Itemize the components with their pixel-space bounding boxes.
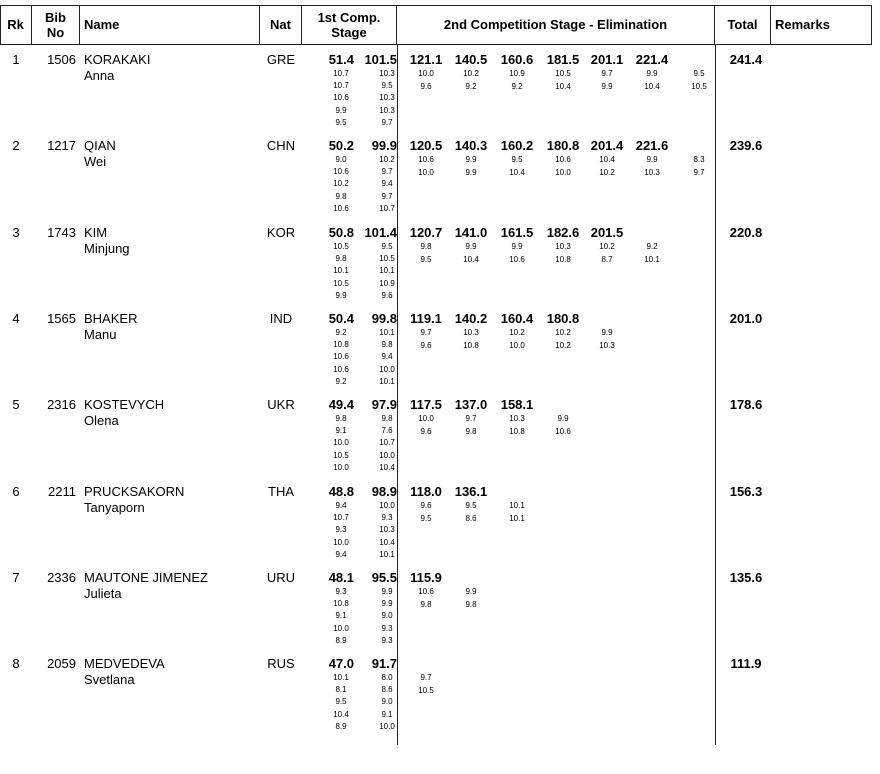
- elimination-cumulative-score: 181.5: [546, 52, 580, 67]
- rank-cell: 7: [12, 570, 20, 585]
- elimination-shot: 10.6: [555, 426, 571, 436]
- elimination-shot: 10.6: [509, 254, 525, 264]
- elimination-cumulative-score: 115.9: [410, 570, 442, 585]
- elimination-shot: 10.2: [463, 69, 479, 78]
- elimination-cumulative-score: 160.4: [500, 311, 534, 326]
- first-stage-shot: 10.7: [333, 513, 349, 523]
- elimination-cumulative-score: 201.4: [590, 138, 624, 153]
- first-stage-shot: 8.9: [335, 635, 347, 645]
- elimination-shot: 9.9: [465, 167, 477, 177]
- first-stage-shot: 9.6: [381, 290, 393, 300]
- elimination-cumulative-score: 141.0: [454, 225, 488, 240]
- first-stage-shot: 10.2: [333, 179, 349, 189]
- nation-cell: THA: [268, 484, 294, 499]
- first-stage-shot: 9.9: [335, 290, 347, 300]
- header-rank-label: Rk: [7, 17, 24, 32]
- first-stage-shot: 9.2: [335, 328, 347, 337]
- first-stage-score: 101.5: [364, 52, 397, 67]
- first-stage-shot: 10.1: [379, 376, 395, 386]
- surname-cell: KORAKAKI: [84, 52, 151, 67]
- bib-cell: 1217: [47, 138, 76, 153]
- elimination-shot: 9.5: [420, 254, 432, 264]
- elimination-shot: 10.4: [509, 167, 525, 177]
- header-first-stage-label: 1st Comp. Stage: [317, 9, 381, 40]
- first-stage-score: 48.1: [328, 570, 354, 585]
- elimination-shot: 9.9: [511, 242, 523, 251]
- nation-cell: CHN: [266, 138, 296, 153]
- elimination-shot: 8.3: [693, 155, 705, 164]
- elimination-shot: 9.5: [693, 69, 705, 78]
- elimination-cumulative-score: 117.5: [410, 397, 442, 412]
- bib-cell: 1565: [47, 311, 76, 326]
- elimination-shot: 10.2: [555, 340, 571, 350]
- nation-cell: IND: [269, 311, 293, 326]
- elimination-shot: 10.8: [509, 426, 525, 436]
- first-stage-score: 50.8: [328, 225, 354, 240]
- rank-cell: 4: [12, 311, 20, 326]
- first-stage-shot: 10.0: [379, 721, 395, 731]
- header-name-label: Name: [84, 17, 120, 32]
- nation-cell: UKR: [267, 397, 295, 412]
- first-stage-score: 99.9: [371, 138, 397, 153]
- bib-cell: 2211: [48, 484, 76, 499]
- elimination-shot: 10.5: [691, 81, 707, 91]
- first-stage-score: 99.8: [371, 311, 397, 326]
- elimination-shot: 9.9: [646, 69, 658, 78]
- elimination-cumulative-score: 160.2: [500, 138, 534, 153]
- surname-cell: QIAN: [84, 138, 116, 153]
- elimination-shot: 10.4: [463, 254, 479, 264]
- first-stage-shot: 10.9: [379, 278, 395, 288]
- elimination-cumulative-score: 201.1: [590, 52, 624, 67]
- elimination-shot: 10.2: [555, 328, 571, 337]
- elimination-shot: 10.2: [509, 328, 525, 337]
- elimination-shot: 10.3: [644, 167, 660, 177]
- elimination-shot: 10.3: [463, 328, 479, 337]
- elimination-shot: 10.2: [599, 167, 615, 177]
- elimination-shot: 9.9: [465, 587, 477, 596]
- first-stage-shot: 9.0: [335, 155, 347, 164]
- given-name-cell: Anna: [84, 68, 115, 83]
- first-stage-score: 98.9: [371, 484, 397, 499]
- elimination-shot: 10.3: [599, 340, 615, 350]
- elimination-shot: 9.7: [420, 328, 432, 337]
- elimination-shot: 9.7: [693, 167, 705, 177]
- elimination-shot: 10.5: [418, 685, 434, 695]
- first-stage-shot: 9.8: [335, 414, 347, 423]
- first-stage-shot: 9.3: [381, 513, 393, 523]
- elimination-shot: 10.1: [644, 254, 660, 264]
- first-stage-shot: 9.3: [381, 635, 393, 645]
- elimination-shot: 10.6: [555, 155, 571, 164]
- elimination-shot: 9.9: [646, 155, 658, 164]
- header-bib-label: Bib No: [45, 9, 66, 40]
- rank-cell: 6: [12, 484, 20, 499]
- first-stage-shot: 10.6: [333, 364, 349, 374]
- header-name: [80, 5, 260, 45]
- bib-cell: 2336: [47, 570, 76, 585]
- elimination-shot: 9.5: [420, 513, 432, 523]
- first-stage-shot: 10.3: [379, 105, 395, 115]
- first-stage-shot: 10.0: [333, 462, 349, 472]
- elimination-shot: 9.6: [420, 501, 432, 510]
- first-stage-shot: 10.3: [379, 69, 395, 78]
- first-stage-shot: 9.3: [335, 587, 347, 596]
- elimination-shot: 10.3: [555, 242, 571, 251]
- elimination-shot: 10.8: [555, 254, 571, 264]
- elimination-shot: 10.6: [418, 155, 434, 164]
- nation-cell: URU: [266, 570, 296, 585]
- elimination-shot: 9.2: [511, 81, 523, 91]
- total-score: 239.6: [729, 138, 763, 153]
- rank-cell: 1: [12, 52, 20, 67]
- elimination-cumulative-score: 137.0: [454, 397, 488, 412]
- header-second-stage-label: 2nd Competition Stage - Elimination: [443, 17, 668, 32]
- bib-cell: 2059: [47, 656, 76, 671]
- elimination-cumulative-score: 120.5: [409, 138, 443, 153]
- elimination-shot: 9.7: [420, 673, 432, 682]
- header-bib: [32, 5, 80, 45]
- first-stage-shot: 9.4: [381, 179, 393, 189]
- first-stage-shot: 10.0: [379, 364, 395, 374]
- elimination-shot: 9.8: [465, 426, 477, 436]
- elimination-cumulative-score: 221.4: [635, 52, 669, 67]
- rank-cell: 2: [12, 138, 20, 153]
- elimination-shot: 10.0: [418, 167, 434, 177]
- first-stage-shot: 10.2: [379, 155, 395, 164]
- surname-cell: PRUCKSAKORN: [84, 484, 185, 499]
- elimination-shot: 10.3: [509, 414, 525, 423]
- elimination-cumulative-score: 201.5: [590, 225, 624, 240]
- surname-cell: MEDVEDEVA: [84, 656, 165, 671]
- first-stage-score: 51.4: [328, 52, 354, 67]
- surname-cell: MAUTONE JIMENEZ: [84, 570, 208, 585]
- total-score: 111.9: [730, 656, 762, 671]
- first-stage-shot: 9.2: [335, 376, 347, 386]
- first-stage-shot: 10.5: [379, 254, 395, 264]
- first-stage-shot: 9.4: [335, 549, 347, 559]
- elimination-cumulative-score: 120.7: [409, 225, 443, 240]
- first-stage-shot: 9.8: [381, 340, 393, 350]
- first-stage-shot: 10.6: [333, 93, 349, 103]
- first-stage-shot: 10.0: [333, 537, 349, 547]
- first-stage-shot: 9.7: [381, 117, 393, 127]
- elimination-shot: 10.0: [418, 69, 434, 78]
- header-second-stage: [397, 5, 715, 45]
- first-stage-shot: 9.1: [335, 611, 347, 621]
- first-stage-shot: 10.5: [333, 242, 349, 251]
- elimination-shot: 9.2: [465, 81, 477, 91]
- first-stage-shot: 9.8: [335, 191, 347, 201]
- first-stage-shot: 10.0: [379, 450, 395, 460]
- given-name-cell: Svetlana: [84, 672, 135, 687]
- elimination-cumulative-score: 160.6: [500, 52, 534, 67]
- bib-cell: 1506: [47, 52, 76, 67]
- elimination-shot: 9.9: [601, 328, 613, 337]
- first-stage-shot: 10.7: [333, 81, 349, 91]
- first-stage-shot: 9.3: [381, 623, 393, 633]
- elimination-shot: 8.6: [465, 513, 477, 523]
- given-name-cell: Tanyaporn: [84, 500, 145, 515]
- first-stage-shot: 9.5: [381, 242, 393, 251]
- given-name-cell: Minjung: [84, 241, 130, 256]
- elimination-shot: 9.9: [465, 242, 477, 251]
- first-stage-shot: 9.8: [381, 414, 393, 423]
- elimination-shot: 9.5: [465, 501, 477, 510]
- first-stage-shot: 8.1: [335, 685, 347, 695]
- elimination-cumulative-score: 158.1: [500, 397, 534, 412]
- elimination-shot: 9.5: [511, 155, 523, 164]
- first-stage-score: 50.4: [328, 311, 354, 326]
- header-remarks: [771, 5, 872, 45]
- elimination-shot: 8.7: [601, 254, 613, 264]
- elimination-shot: 10.1: [509, 513, 525, 523]
- first-stage-shot: 10.1: [333, 673, 349, 682]
- surname-cell: KOSTEVYCH: [84, 397, 165, 412]
- first-stage-shot: 10.7: [379, 438, 395, 448]
- elimination-cumulative-score: 180.8: [546, 311, 580, 326]
- first-stage-score: 47.0: [328, 656, 354, 671]
- first-stage-shot: 8.0: [381, 673, 393, 682]
- elimination-shot: 9.2: [646, 242, 658, 251]
- header-total-label: Total: [727, 17, 758, 32]
- elimination-shot: 10.4: [644, 81, 660, 91]
- elimination-cumulative-score: 140.5: [454, 52, 488, 67]
- total-score: 178.6: [729, 397, 763, 412]
- first-stage-score: 95.5: [371, 570, 397, 585]
- elimination-cumulative-score: 121.1: [409, 52, 443, 67]
- first-stage-shot: 10.8: [333, 599, 349, 609]
- elimination-cumulative-score: 221.6: [635, 138, 669, 153]
- second-stage-right-rule: [715, 45, 716, 745]
- elimination-shot: 9.7: [601, 69, 613, 78]
- first-stage-shot: 10.7: [379, 203, 395, 213]
- header-remarks-label: Remarks: [775, 17, 830, 32]
- first-stage-shot: 9.5: [381, 81, 393, 91]
- header-nat: [260, 5, 302, 45]
- first-stage-shot: 10.4: [379, 537, 395, 547]
- bib-cell: 1743: [47, 225, 76, 240]
- first-stage-shot: 10.1: [379, 549, 395, 559]
- elimination-cumulative-score: 119.1: [410, 311, 442, 326]
- given-name-cell: Olena: [84, 413, 119, 428]
- given-name-cell: Manu: [84, 327, 117, 342]
- rank-cell: 3: [12, 225, 20, 240]
- header-first-stage: [302, 5, 397, 45]
- total-score: 156.3: [729, 484, 763, 499]
- first-stage-score: 91.7: [371, 656, 397, 671]
- elimination-shot: 9.8: [420, 599, 432, 609]
- elimination-cumulative-score: 182.6: [546, 225, 580, 240]
- first-stage-shot: 9.5: [335, 117, 347, 127]
- first-stage-shot: 10.6: [333, 203, 349, 213]
- first-stage-shot: 10.4: [333, 709, 349, 719]
- elimination-shot: 10.0: [418, 414, 434, 423]
- given-name-cell: Wei: [84, 154, 107, 169]
- elimination-shot: 9.9: [465, 155, 477, 164]
- elimination-shot: 10.6: [418, 587, 434, 596]
- first-stage-shot: 9.8: [335, 254, 347, 264]
- header-left-rule: [0, 5, 1, 45]
- first-stage-shot: 10.1: [379, 328, 395, 337]
- elimination-cumulative-score: 118.0: [410, 484, 442, 499]
- elimination-shot: 9.9: [557, 414, 569, 423]
- first-stage-shot: 9.1: [381, 709, 393, 719]
- elimination-shot: 9.8: [420, 242, 432, 251]
- first-stage-shot: 8.9: [335, 721, 347, 731]
- elimination-shot: 10.0: [509, 340, 525, 350]
- first-stage-shot: 10.3: [379, 93, 395, 103]
- elimination-shot: 10.5: [555, 69, 571, 78]
- elimination-shot: 10.8: [463, 340, 479, 350]
- first-stage-score: 49.4: [328, 397, 354, 412]
- total-score: 220.8: [729, 225, 763, 240]
- first-stage-shot: 10.3: [379, 525, 395, 535]
- first-stage-shot: 9.4: [381, 352, 393, 362]
- first-stage-shot: 10.4: [379, 462, 395, 472]
- total-score: 201.0: [729, 311, 763, 326]
- first-stage-score: 101.4: [364, 225, 397, 240]
- elimination-shot: 9.6: [420, 426, 432, 436]
- nation-cell: RUS: [267, 656, 295, 671]
- given-name-cell: Julieta: [84, 586, 122, 601]
- first-stage-shot: 9.0: [381, 697, 393, 707]
- elimination-cumulative-score: 140.2: [454, 311, 488, 326]
- first-stage-shot: 9.0: [381, 611, 393, 621]
- elimination-shot: 10.2: [599, 242, 615, 251]
- header-nat-label: Nat: [270, 17, 291, 32]
- elimination-shot: 10.4: [555, 81, 571, 91]
- elimination-shot: 9.7: [465, 414, 477, 423]
- first-stage-shot: 9.9: [335, 105, 347, 115]
- first-stage-shot: 10.6: [333, 352, 349, 362]
- first-stage-shot: 9.5: [335, 697, 347, 707]
- surname-cell: BHAKER: [84, 311, 138, 326]
- elimination-cumulative-score: 161.5: [500, 225, 534, 240]
- elimination-shot: 10.4: [599, 155, 615, 164]
- first-stage-shot: 9.7: [381, 167, 393, 177]
- first-stage-shot: 9.4: [335, 501, 347, 510]
- first-stage-shot: 10.0: [379, 501, 395, 510]
- first-stage-shot: 10.6: [333, 167, 349, 177]
- rank-cell: 8: [12, 656, 20, 671]
- header-rank: [0, 5, 32, 45]
- elimination-shot: 10.9: [509, 69, 525, 78]
- total-score: 241.4: [729, 52, 763, 67]
- first-stage-shot: 10.8: [333, 340, 349, 350]
- first-stage-shot: 9.9: [381, 587, 393, 596]
- first-stage-shot: 10.0: [333, 438, 349, 448]
- first-stage-score: 48.8: [328, 484, 354, 499]
- elimination-shot: 9.8: [465, 599, 477, 609]
- bib-cell: 2316: [47, 397, 76, 412]
- nation-cell: KOR: [266, 225, 296, 240]
- first-stage-shot: 10.5: [333, 278, 349, 288]
- header-total: [715, 5, 771, 45]
- elimination-cumulative-score: 180.8: [546, 138, 580, 153]
- elimination-shot: 9.6: [420, 81, 432, 91]
- first-stage-shot: 10.1: [379, 266, 395, 276]
- first-stage-shot: 10.0: [333, 623, 349, 633]
- first-stage-score: 50.2: [328, 138, 354, 153]
- elimination-cumulative-score: 136.1: [454, 484, 488, 499]
- first-stage-shot: 8.6: [381, 685, 393, 695]
- first-stage-shot: 9.7: [381, 191, 393, 201]
- elimination-cumulative-score: 140.3: [454, 138, 488, 153]
- first-stage-shot: 9.9: [381, 599, 393, 609]
- elimination-shot: 10.0: [555, 167, 571, 177]
- elimination-shot: 9.6: [420, 340, 432, 350]
- elimination-shot: 9.9: [601, 81, 613, 91]
- total-score: 135.6: [729, 570, 763, 585]
- first-stage-score: 97.9: [371, 397, 397, 412]
- elimination-shot: 10.1: [509, 501, 525, 510]
- first-stage-shot: 9.3: [335, 525, 347, 535]
- first-stage-shot: 10.5: [333, 450, 349, 460]
- surname-cell: KIM: [84, 225, 108, 240]
- first-stage-shot: 10.7: [333, 69, 349, 78]
- rank-cell: 5: [12, 397, 20, 412]
- nation-cell: GRE: [266, 52, 296, 67]
- first-stage-shot: 10.1: [333, 266, 349, 276]
- first-stage-shot: 9.1: [335, 426, 347, 436]
- first-stage-shot: 7.6: [381, 426, 393, 436]
